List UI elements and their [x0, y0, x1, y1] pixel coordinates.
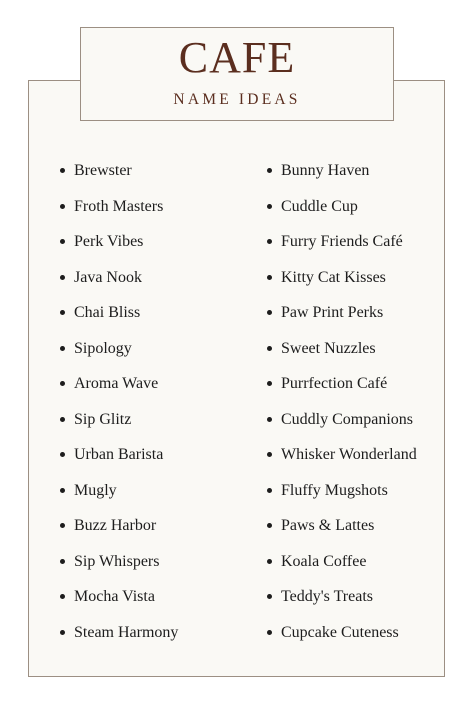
list-item — [60, 473, 178, 509]
list-item-label: Furry Friends Café — [281, 233, 403, 250]
list-item-label: Froth Masters — [74, 197, 164, 215]
bullet-icon — [60, 559, 65, 564]
list-item-label: Sweet Nuzzles — [281, 339, 376, 357]
list-item — [267, 402, 417, 438]
bullet-icon — [267, 594, 272, 599]
list-item — [60, 189, 178, 225]
list-item-label: Paws & Lattes — [281, 517, 375, 534]
list-item — [267, 331, 417, 367]
list-item-label: Cupcake Cuteness — [281, 623, 399, 641]
list-item — [60, 153, 178, 189]
list-item — [267, 473, 417, 509]
bullet-icon — [267, 204, 272, 209]
page-subtitle: NAME IDEAS — [173, 91, 301, 108]
list-item-label: Perk Vibes — [74, 233, 144, 250]
bullet-icon — [60, 275, 65, 280]
bullet-icon — [267, 381, 272, 386]
list-item — [60, 544, 178, 580]
bullet-icon — [60, 488, 65, 493]
list-item — [267, 508, 417, 544]
list-item — [60, 437, 178, 473]
list-item-label: Java Nook — [74, 268, 142, 286]
list-item-label: Brewster — [74, 162, 132, 179]
bullet-icon — [267, 239, 272, 244]
list-item-label: Chai Bliss — [74, 304, 141, 321]
list-item-label: Fluffy Mugshots — [281, 481, 388, 499]
list-item — [267, 189, 417, 225]
bullet-icon — [267, 168, 272, 173]
bullet-icon — [267, 346, 272, 351]
list-item — [267, 260, 417, 296]
list-item-label: Aroma Wave — [74, 375, 159, 392]
bullet-icon — [60, 594, 65, 599]
list-item — [267, 615, 417, 651]
bullet-icon — [60, 204, 65, 209]
list-item-label: Teddy's Treats — [281, 588, 373, 605]
bullet-icon — [267, 452, 272, 457]
list-item — [267, 295, 417, 331]
name-list-left — [60, 153, 178, 650]
bullet-icon — [267, 523, 272, 528]
list-item — [267, 579, 417, 615]
list-item-label: Buzz Harbor — [74, 517, 157, 534]
list-item-label: Sip Whispers — [74, 552, 160, 570]
bullet-icon — [60, 381, 65, 386]
bullet-icon — [267, 488, 272, 493]
bullet-icon — [267, 275, 272, 280]
list-item-label: Sip Glitz — [74, 410, 132, 428]
list-item-label: Cuddly Companions — [281, 410, 414, 428]
list-item — [60, 331, 178, 367]
name-list-right — [267, 153, 417, 650]
list-item — [267, 224, 417, 260]
list-item — [60, 508, 178, 544]
list-item — [267, 153, 417, 189]
list-item-label: Mocha Vista — [74, 588, 155, 605]
bullet-icon — [267, 630, 272, 635]
bullet-icon — [60, 310, 65, 315]
list-item-label: Urban Barista — [74, 446, 164, 463]
list-item — [60, 579, 178, 615]
list-item — [60, 260, 178, 296]
list-item-label: Steam Harmony — [74, 623, 179, 641]
list-item-label: Purrfection Café — [281, 375, 388, 392]
list-item-label: Sipology — [74, 339, 132, 357]
bullet-icon — [60, 239, 65, 244]
list-item-label: Whisker Wonderland — [281, 446, 417, 463]
list-item — [267, 366, 417, 402]
list-item — [60, 615, 178, 651]
list-item-label: Cuddle Cup — [281, 197, 358, 215]
list-item — [60, 295, 178, 331]
bullet-icon — [60, 630, 65, 635]
list-item — [60, 366, 178, 402]
list-item-label: Mugly — [74, 481, 117, 499]
list-item — [267, 437, 417, 473]
list-item — [60, 402, 178, 438]
bullet-icon — [60, 523, 65, 528]
page-title: CAFE — [178, 33, 296, 82]
list-item-label: Paw Print Perks — [281, 304, 384, 321]
bullet-icon — [60, 168, 65, 173]
bullet-icon — [60, 417, 65, 422]
list-item-label: Bunny Haven — [281, 162, 370, 179]
bullet-icon — [267, 310, 272, 315]
list-item — [267, 544, 417, 580]
bullet-icon — [267, 417, 272, 422]
bullet-icon — [60, 346, 65, 351]
bullet-icon — [267, 559, 272, 564]
title-box — [80, 27, 394, 121]
bullet-icon — [60, 452, 65, 457]
list-item-label: Kitty Cat Kisses — [281, 268, 386, 286]
list-item-label: Koala Coffee — [281, 552, 367, 570]
list-item — [60, 224, 178, 260]
